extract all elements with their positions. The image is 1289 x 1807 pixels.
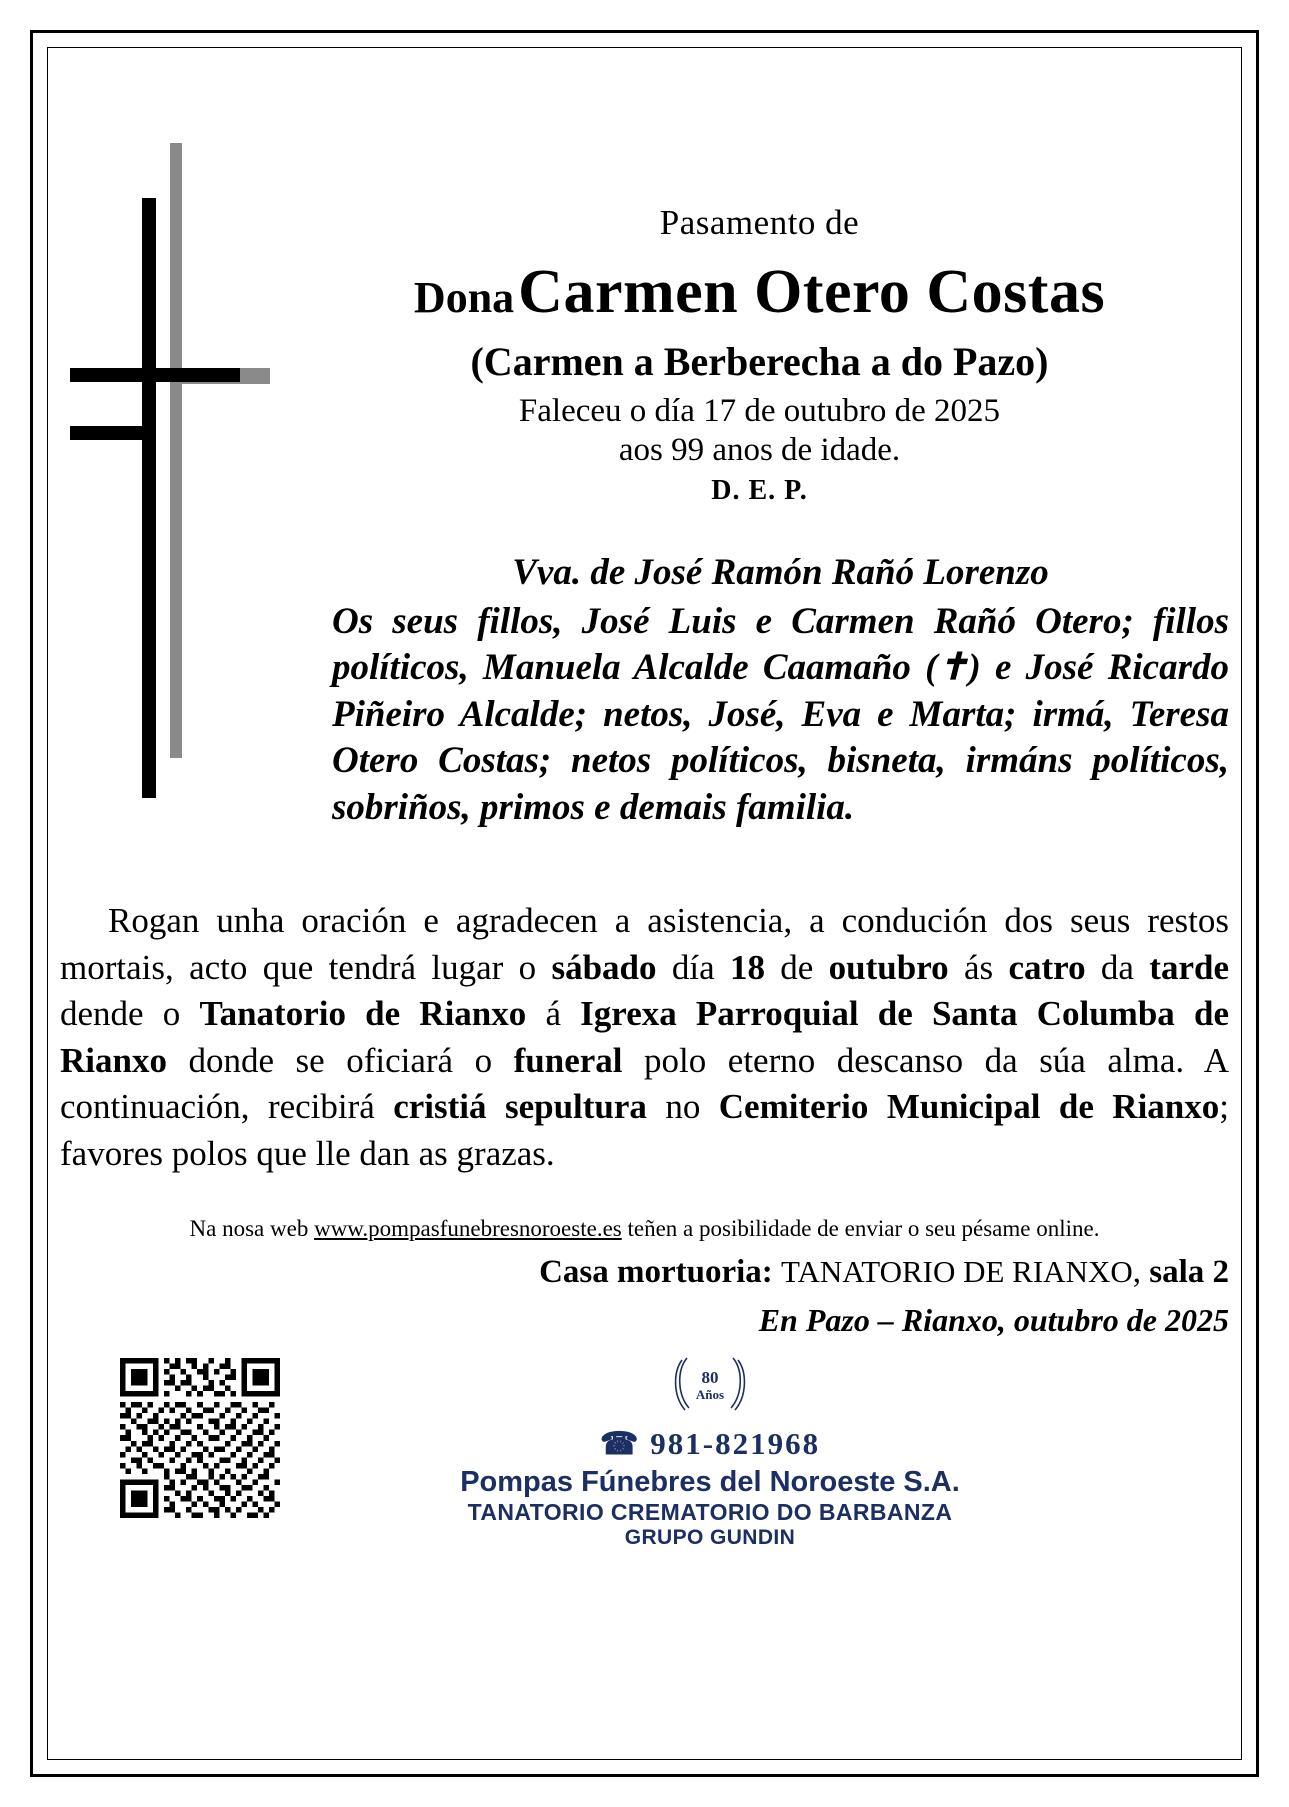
notice-content <box>60 58 1229 1749</box>
par-text-3: de <box>764 947 829 987</box>
footer-block <box>330 1350 1090 1550</box>
par-text-11: ; favores polos que lle dan as grazas. <box>60 1087 1230 1173</box>
notice-header <box>290 203 1229 507</box>
svg-text:Años: Años <box>695 1387 725 1402</box>
par-text-4: ás <box>948 947 1009 987</box>
website-line <box>60 1216 1229 1242</box>
cross-vertical-black <box>142 198 156 798</box>
pasamento-label: Pasamento de <box>659 203 860 242</box>
deceased-alias: (Carmen a Berberecha a do Pazo) <box>470 339 1049 384</box>
par-bold-6: Tanatorio de Rianxo <box>199 994 527 1034</box>
company-subtitle: TANATORIO CREMATORIO DO BARBANZA <box>467 1499 953 1525</box>
family-members: Os seus fillos, José Luis e Carmen Rañó Otero; fillos políticos, Manuela Alcalde Caamaño (✝) e José Ricardo Piñeiro Alcalde; netos, José, Eva e Marta; irmá, Teresa Otero Costas; netos políticos, bisneta, irmáns políticos, sobriños, primos e demais familia. <box>332 600 1229 829</box>
ceremony-paragraph <box>60 898 1229 1177</box>
qr-code[interactable] <box>120 1358 280 1518</box>
funeral-home-label: Casa mortuoria: <box>539 1254 773 1290</box>
cross-horizontal-black-lower <box>70 426 156 440</box>
par-text-9: polo eterno descanso da súa alma. A continuación, recibirá <box>60 1040 1229 1127</box>
par-text-5: da <box>1085 947 1150 987</box>
cross-vertical-grey <box>170 143 182 758</box>
website-link[interactable]: www.pompasfunebresnoroeste.es <box>314 1216 622 1241</box>
family-block <box>332 550 1229 832</box>
par-bold-7: Igrexa Parroquial de Santa Columba de Rianxo <box>60 994 1229 1080</box>
par-bold-10: Cemiterio Municipal de Rianxo <box>718 1087 1220 1127</box>
svg-text:80: 80 <box>701 1368 719 1387</box>
phone-icon: ☎ <box>599 1426 641 1461</box>
company-name: Pompas Fúnebres del Noroeste S.A. <box>460 1466 960 1498</box>
funeral-home-sep: , <box>1132 1254 1141 1290</box>
par-text-1: Rogan unha oración e agradecen a asistencia, a condución dos seus restos mortais, acto que tendrá lugar o <box>60 901 1229 987</box>
place-date-line: En Pazo – Rianxo, outubro de 2025 <box>758 1302 1229 1338</box>
deceased-name: Carmen Otero Costas <box>518 258 1106 326</box>
anniversary-badge-icon <box>667 1350 753 1424</box>
cross-horizontal-black-upper <box>70 368 240 382</box>
name-prefix: Dona <box>413 273 515 322</box>
company-group: GRUPO GUNDIN <box>624 1526 796 1549</box>
par-bold-1: sábado <box>551 947 657 987</box>
par-text-8: donde se oficiará o <box>166 1040 514 1080</box>
par-text-2: día <box>656 947 730 987</box>
par-bold-2: 18 <box>729 947 765 987</box>
funeral-home-name: TANATORIO DE RIANXO <box>781 1254 1133 1289</box>
cross-icon <box>70 143 300 823</box>
par-text-7: á <box>526 994 581 1034</box>
par-text-10: no <box>646 1087 719 1127</box>
website-suffix: teñen a posibilidade de enviar o seu pésame online. <box>621 1216 1100 1241</box>
deceased-name-line <box>290 257 1229 328</box>
phone-line <box>330 1426 1090 1462</box>
par-bold-9: cristiá sepultura <box>393 1087 647 1127</box>
death-date-line: Faleceu o día 17 de outubro de 2025 <box>518 393 1001 429</box>
par-bold-5: tarde <box>1149 947 1229 987</box>
phone-number: 981-821968 <box>650 1426 821 1461</box>
funeral-home-line <box>60 1254 1229 1291</box>
dep-label: D. E. P. <box>711 475 808 507</box>
par-bold-8: funeral <box>513 1040 623 1080</box>
par-bold-4: catro <box>1008 947 1086 987</box>
widow-line: Vva. de José Ramón Rañó Lorenzo <box>512 552 1049 593</box>
funeral-home-room: sala 2 <box>1149 1254 1229 1290</box>
par-text-6: dende o <box>60 994 200 1034</box>
age-line: aos 99 anos de idade. <box>618 432 901 468</box>
par-bold-3: outubro <box>828 947 949 987</box>
website-prefix: Na nosa web <box>189 1216 315 1241</box>
